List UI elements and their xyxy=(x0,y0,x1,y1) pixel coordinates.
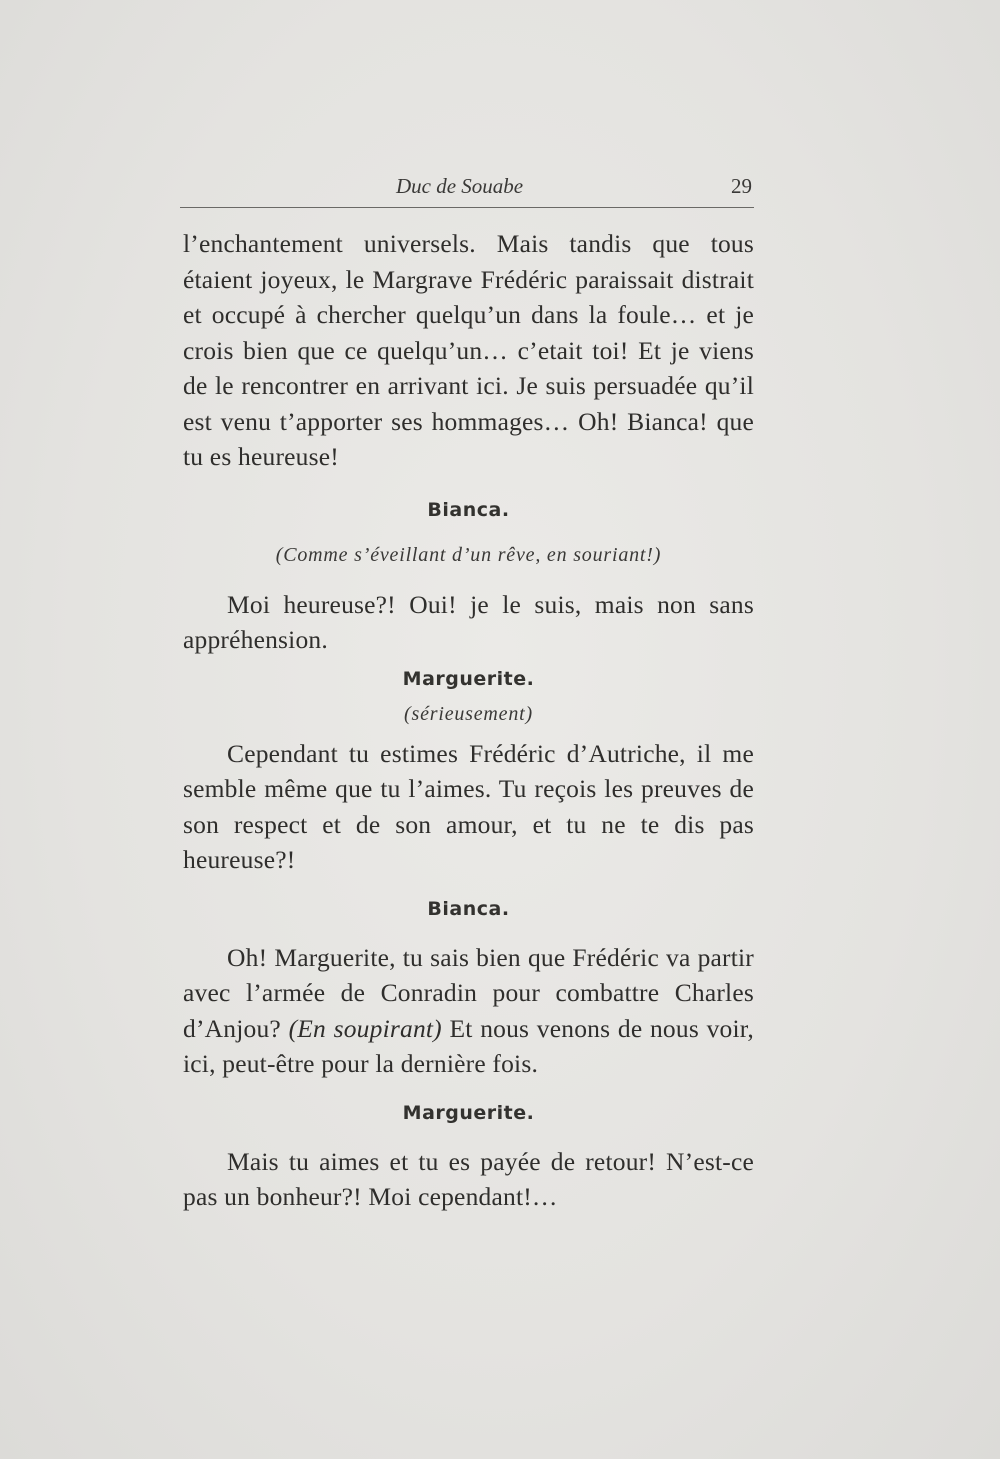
paragraph-5: Mais tu aimes et tu es payée de retour! N’est-ce pas un bonheur?! Moi cependant!… xyxy=(183,1146,754,1211)
speaker-name-bianca: Bianca. xyxy=(427,498,510,521)
page-body xyxy=(183,226,754,1215)
speaker-name-marguerite-2: Marguerite. xyxy=(402,1101,535,1124)
paragraph-4 xyxy=(183,940,754,1082)
paragraph-2: Moi heureuse?! Oui! je le suis, mais non sans appréhension. xyxy=(183,589,754,654)
paragraph-4-part-a: Oh! Marguerite, tu sais bien que Frédéric va partir avec l’armée de Conradin pour combattre Charles d’Anjou? xyxy=(183,942,754,1043)
stage-direction-1: (Comme s’éveillant d’un rêve, en souriant!) xyxy=(275,543,662,566)
header-rule xyxy=(180,207,754,208)
paragraph-3: Cependant tu estimes Frédéric d’Autriche, il me semble même que tu l’aimes. Tu reçois les preuves de son respect et de son amour, et tu ne te dis pas heureuse?! xyxy=(183,738,754,874)
speaker-name-bianca-2: Bianca. xyxy=(427,897,510,920)
page-header xyxy=(180,174,754,208)
speaker-name-marguerite: Marguerite. xyxy=(402,667,535,690)
paragraph-1: l’enchantement universels. Mais tandis que tous étaient joyeux, le Margrave Frédéric paraissait distrait et occupé à chercher quelqu’un dans la foule… et je crois bien que ce quelqu’un… c’etait toi! Et je viens de le rencontrer en arrivant ici. Je suis persuadée qu’il est venu t’apporter ses hommages… Oh! Bianca! que tu es heureuse! xyxy=(183,229,754,471)
inline-stage-direction: (En soupirant) xyxy=(288,1013,442,1043)
page-number: 29 xyxy=(731,174,752,198)
stage-direction-2: (sérieusement) xyxy=(404,702,533,725)
running-title: Duc de Souabe xyxy=(396,174,524,198)
paragraph-4-part-b: Et nous venons de nous voir, ici, peut-être pour la dernière fois. xyxy=(183,1013,755,1078)
